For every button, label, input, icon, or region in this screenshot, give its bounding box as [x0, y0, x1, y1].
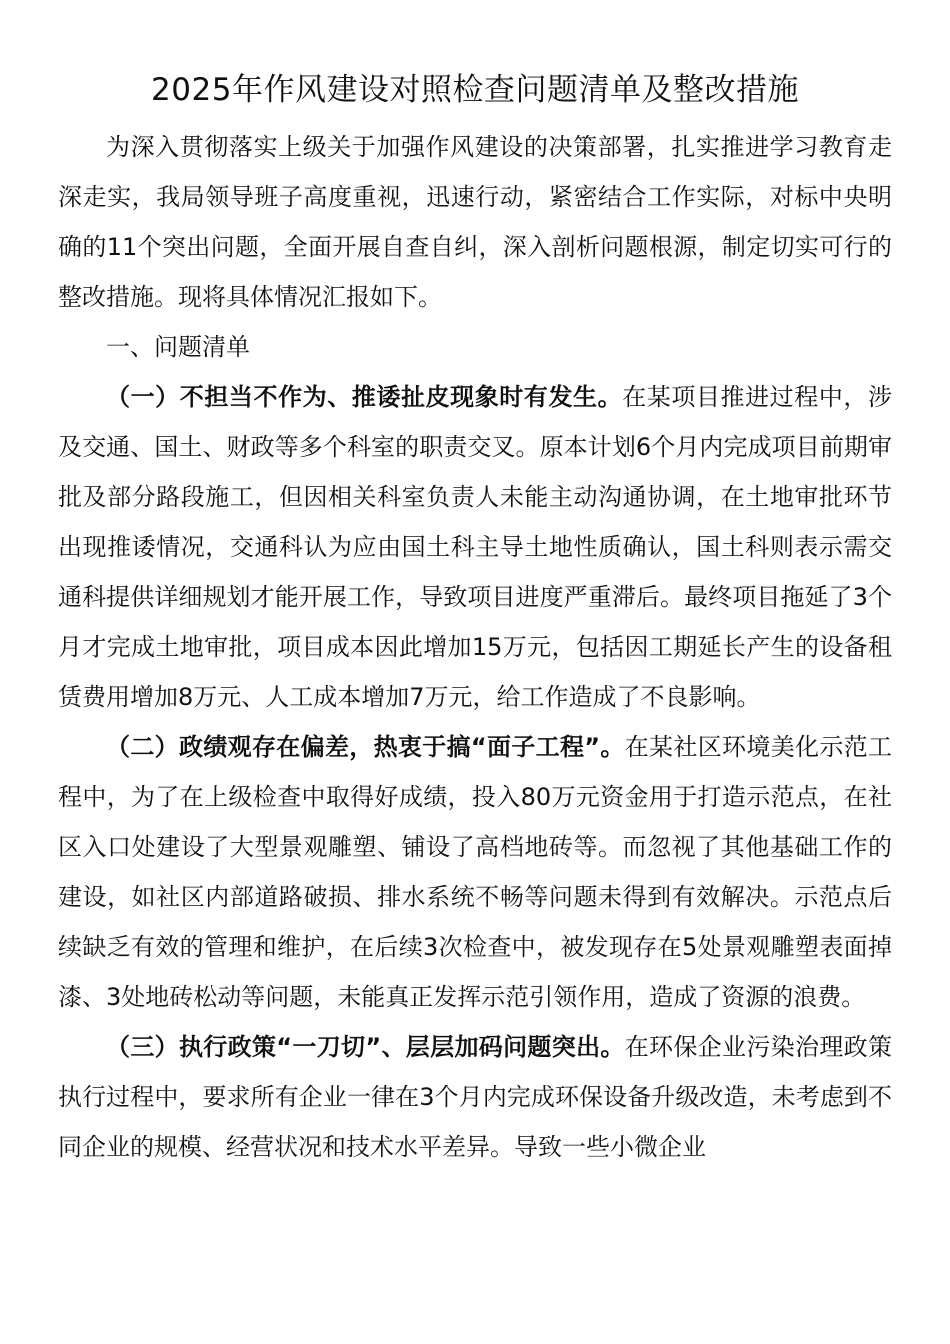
- problem-item-1-body: 在某项目推进过程中，涉及交通、国土、财政等多个科室的职责交叉。原本计划6个月内完成项目前期审批及部分路段施工，但因相关科室负责人未能主动沟通协调，在土地审批环节出现推诿情况，交通科认为应由国土科主导土地性质确认，国土科则表示需交通科提供详细规划才能开展工作，导致项目进度严重滞后。最终项目拖延了3个月才完成土地审批，项目成本因此增加15万元，包括因工期延长产生的设备租赁费用增加8万元、人工成本增加7万元，给工作造成了不良影响。: [58, 383, 893, 711]
- problem-item-2-lead: （二）政绩观存在偏差，热衷于搞“面子工程”。: [106, 733, 625, 761]
- document-title: 2025年作风建设对照检查问题清单及整改措施: [151, 72, 799, 108]
- section-heading-problem-list: 一、问题清单: [106, 333, 250, 361]
- problem-item-3: [58, 1022, 892, 1172]
- problem-item-2: [58, 722, 892, 1022]
- intro-paragraph: 为深入贯彻落实上级关于加强作风建设的决策部署，扎实推进学习教育走深走实，我局领导班子高度重视，迅速行动，紧密结合工作实际，对标中央明确的11个突出问题，全面开展自查自纠，深入剖析问题根源，制定切实可行的整改措施。现将具体情况汇报如下。: [58, 133, 892, 311]
- problem-item-3-body: 在环保企业污染治理政策执行过程中，要求所有企业一律在3个月内完成环保设备升级改造，未考虑到不同企业的规模、经营状况和技术水平差异。导致一些小微企业: [58, 1033, 893, 1161]
- problem-item-1: [58, 372, 892, 722]
- problem-item-2-body: 在某社区环境美化示范工程中，为了在上级检查中取得好成绩，投入80万元资金用于打造示范点，在社区入口处建设了大型景观雕塑、铺设了高档地砖等。而忽视了其他基础工作的建设，如社区内部道路破损、排水系统不畅等问题未得到有效解决。示范点后续缺乏有效的管理和维护，在后续3次检查中，被发现存在5处景观雕塑表面掉漆、3处地砖松动等问题，未能真正发挥示范引领作用，造成了资源的浪费。: [58, 733, 893, 1011]
- problem-item-3-lead: （三）执行政策“一刀切”、层层加码问题突出。: [106, 1033, 625, 1061]
- problem-item-1-lead: （一）不担当不作为、推诿扯皮现象时有发生。: [106, 383, 623, 411]
